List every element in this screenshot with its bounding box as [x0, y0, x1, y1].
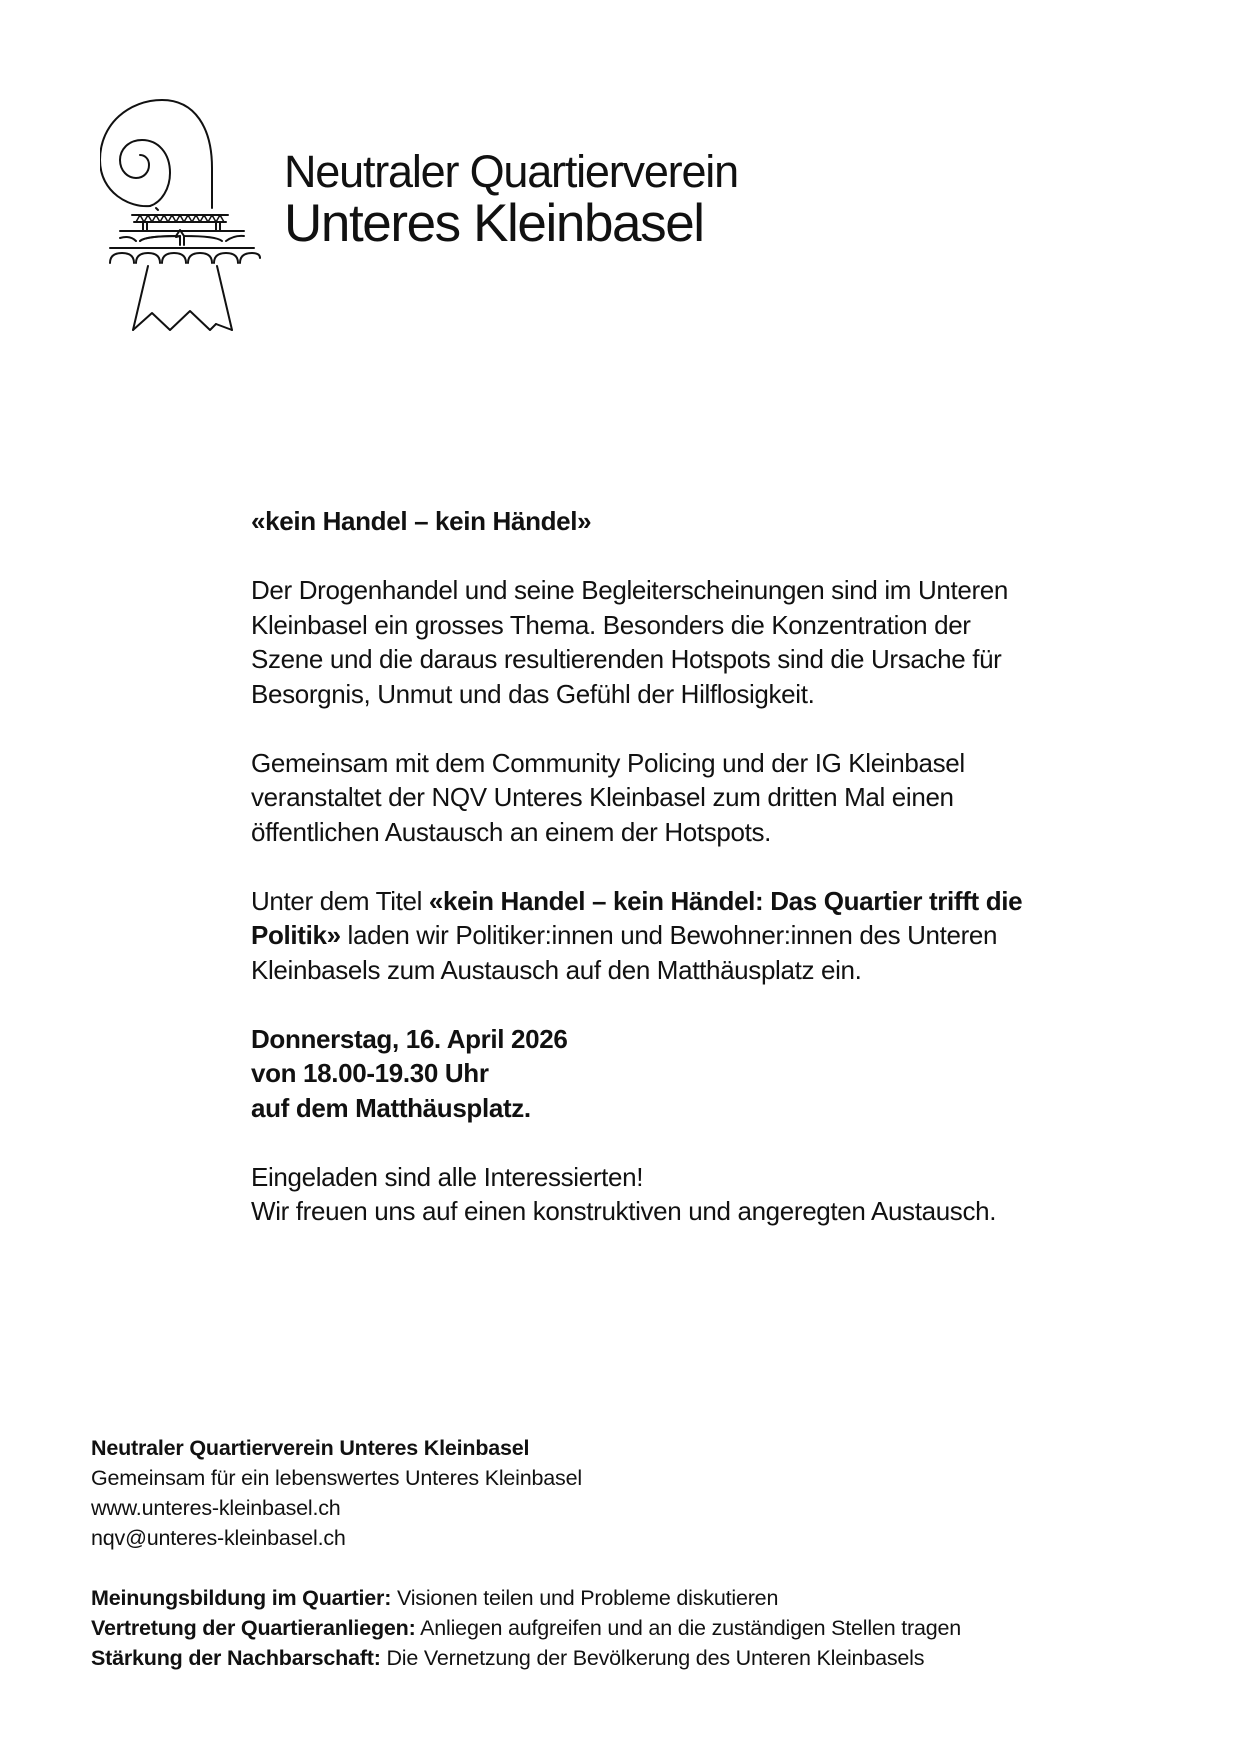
text-line: Der Drogenhandel und seine Begleiterscheinungen sind im Unteren	[251, 575, 1008, 605]
event-place: auf dem Matthäusplatz.	[251, 1092, 531, 1123]
mission-item	[91, 1643, 1191, 1673]
event-title: «kein Handel – kein Händel: Das Quartier trifft die	[428, 885, 1023, 916]
event-details	[251, 1022, 1151, 1126]
mission-label: Vertretung der Quartieranliegen:	[91, 1616, 416, 1640]
footer-email-link[interactable]: nqv@unteres-kleinbasel.ch	[91, 1526, 346, 1550]
footer-website-link[interactable]: www.unteres-kleinbasel.ch	[91, 1496, 341, 1520]
footer-tagline: Gemeinsam für ein lebenswertes Unteres Kleinbasel	[91, 1466, 582, 1490]
text-line: Kleinbasels zum Austausch auf den Matthäusplatz ein.	[251, 954, 862, 985]
mission-text: Anliegen aufgreifen und an die zuständigen Stellen tragen	[415, 1616, 961, 1640]
article-body	[251, 504, 1151, 1229]
mission-text: Die Vernetzung der Bevölkerung des Unteren Kleinbasels	[380, 1646, 925, 1670]
text-line: Wir freuen uns auf einen konstruktiven und angeregten Austausch.	[251, 1196, 997, 1226]
footer	[91, 1433, 1191, 1673]
footer-org-name: Neutraler Quartierverein Unteres Kleinbasel	[91, 1436, 530, 1460]
text-segment: laden wir Politiker:innen und Bewohner:innen des Unteren	[340, 920, 998, 950]
mission-item	[91, 1613, 1191, 1643]
event-time: von 18.00-19.30 Uhr	[251, 1058, 489, 1088]
text-line	[251, 884, 1151, 919]
text-line: veranstaltet der NQV Unteres Kleinbasel zum dritten Mal einen	[251, 782, 954, 812]
closing	[251, 1160, 1151, 1229]
event-title-end: Politik»	[251, 920, 341, 950]
basel-staff-crest-icon	[100, 98, 280, 378]
text-line: Eingeladen sind alle Interessierten!	[251, 1161, 644, 1192]
organization-name-line2: Unteres Kleinbasel	[284, 194, 704, 253]
paragraph-organizers	[251, 746, 1151, 850]
mission-item	[91, 1583, 1191, 1613]
paragraph-situation	[251, 573, 1151, 711]
text-line: Besorgnis, Unmut und das Gefühl der Hilflosigkeit.	[251, 678, 815, 709]
event-date: Donnerstag, 16. April 2026	[251, 1023, 568, 1054]
mission-label: Meinungsbildung im Quartier:	[91, 1586, 392, 1610]
text-line: Kleinbasel ein grosses Thema. Besonders die Konzentration der	[251, 609, 971, 640]
mission-label: Stärkung der Nachbarschaft:	[91, 1646, 381, 1670]
mission-text: Visionen teilen und Probleme diskutieren	[391, 1586, 779, 1610]
text-line: öffentlichen Austausch an einem der Hotspots.	[251, 816, 771, 847]
text-line: Szene und die daraus resultierenden Hotspots sind die Ursache für	[251, 644, 1002, 674]
text-line: Gemeinsam mit dem Community Policing und der IG Kleinbasel	[251, 747, 965, 778]
article-title: «kein Handel – kein Händel»	[251, 506, 592, 536]
organization-name	[284, 146, 738, 253]
text-line	[251, 918, 1151, 953]
paragraph-invitation	[251, 884, 1151, 988]
organization-name-line1: Neutraler Quartierverein	[284, 146, 738, 197]
text-segment: Unter dem Titel	[251, 885, 429, 916]
